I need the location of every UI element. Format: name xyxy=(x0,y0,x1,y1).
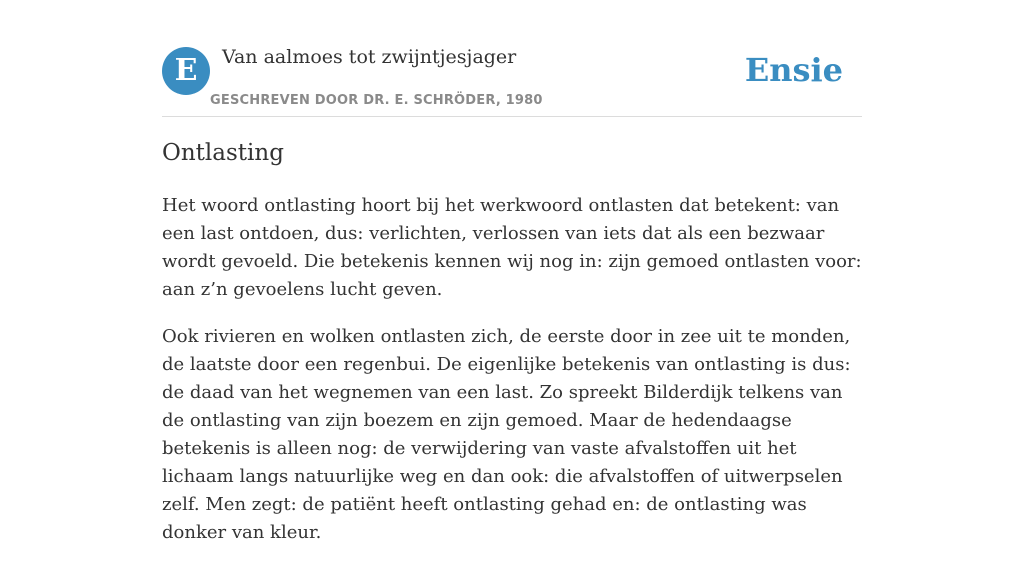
author-line: GESCHREVEN DOOR DR. E. SCHRÖDER, 1980 xyxy=(210,93,543,108)
ensie-brand-logo[interactable]: Ensie xyxy=(744,51,843,89)
entry-content xyxy=(162,192,862,566)
book-title-link[interactable]: Van aalmoes tot zwijntjesjager xyxy=(222,46,517,68)
page-header xyxy=(162,46,862,117)
ensie-logo-icon[interactable]: E xyxy=(162,47,210,95)
entry-title: Ontlasting xyxy=(162,140,284,166)
paragraph: Ook rivieren en wolken ontlasten zich, de eerste door in zee uit te monden, de laatste door een regenbui. De eigenlijke betekenis van ontlasting is dus: de daad van het wegnemen van een last. Zo spreekt Bilderdijk telkens van de ontlasting van zijn boezem en zijn gemoed. Maar de hedendaagse betekenis is alleen nog: de verwijdering van vaste afvalstoffen uit het lichaam langs natuurlijke weg en dan ook: die afvalstoffen of uitwerpselen zelf. Men zegt: de patiënt heeft ontlasting gehad en: de ontlasting was donker van kleur. xyxy=(162,326,851,543)
paragraph: Het woord ontlasting hoort bij het werkwoord ontlasten dat betekent: van een last ontdoen, dus: verlichten, verlossen van iets dat als een bezwaar wordt gevoeld. Die betekenis kennen wij nog in: zijn gemoed ontlasten voor: aan z’n gevoelens lucht geven. xyxy=(162,195,862,300)
